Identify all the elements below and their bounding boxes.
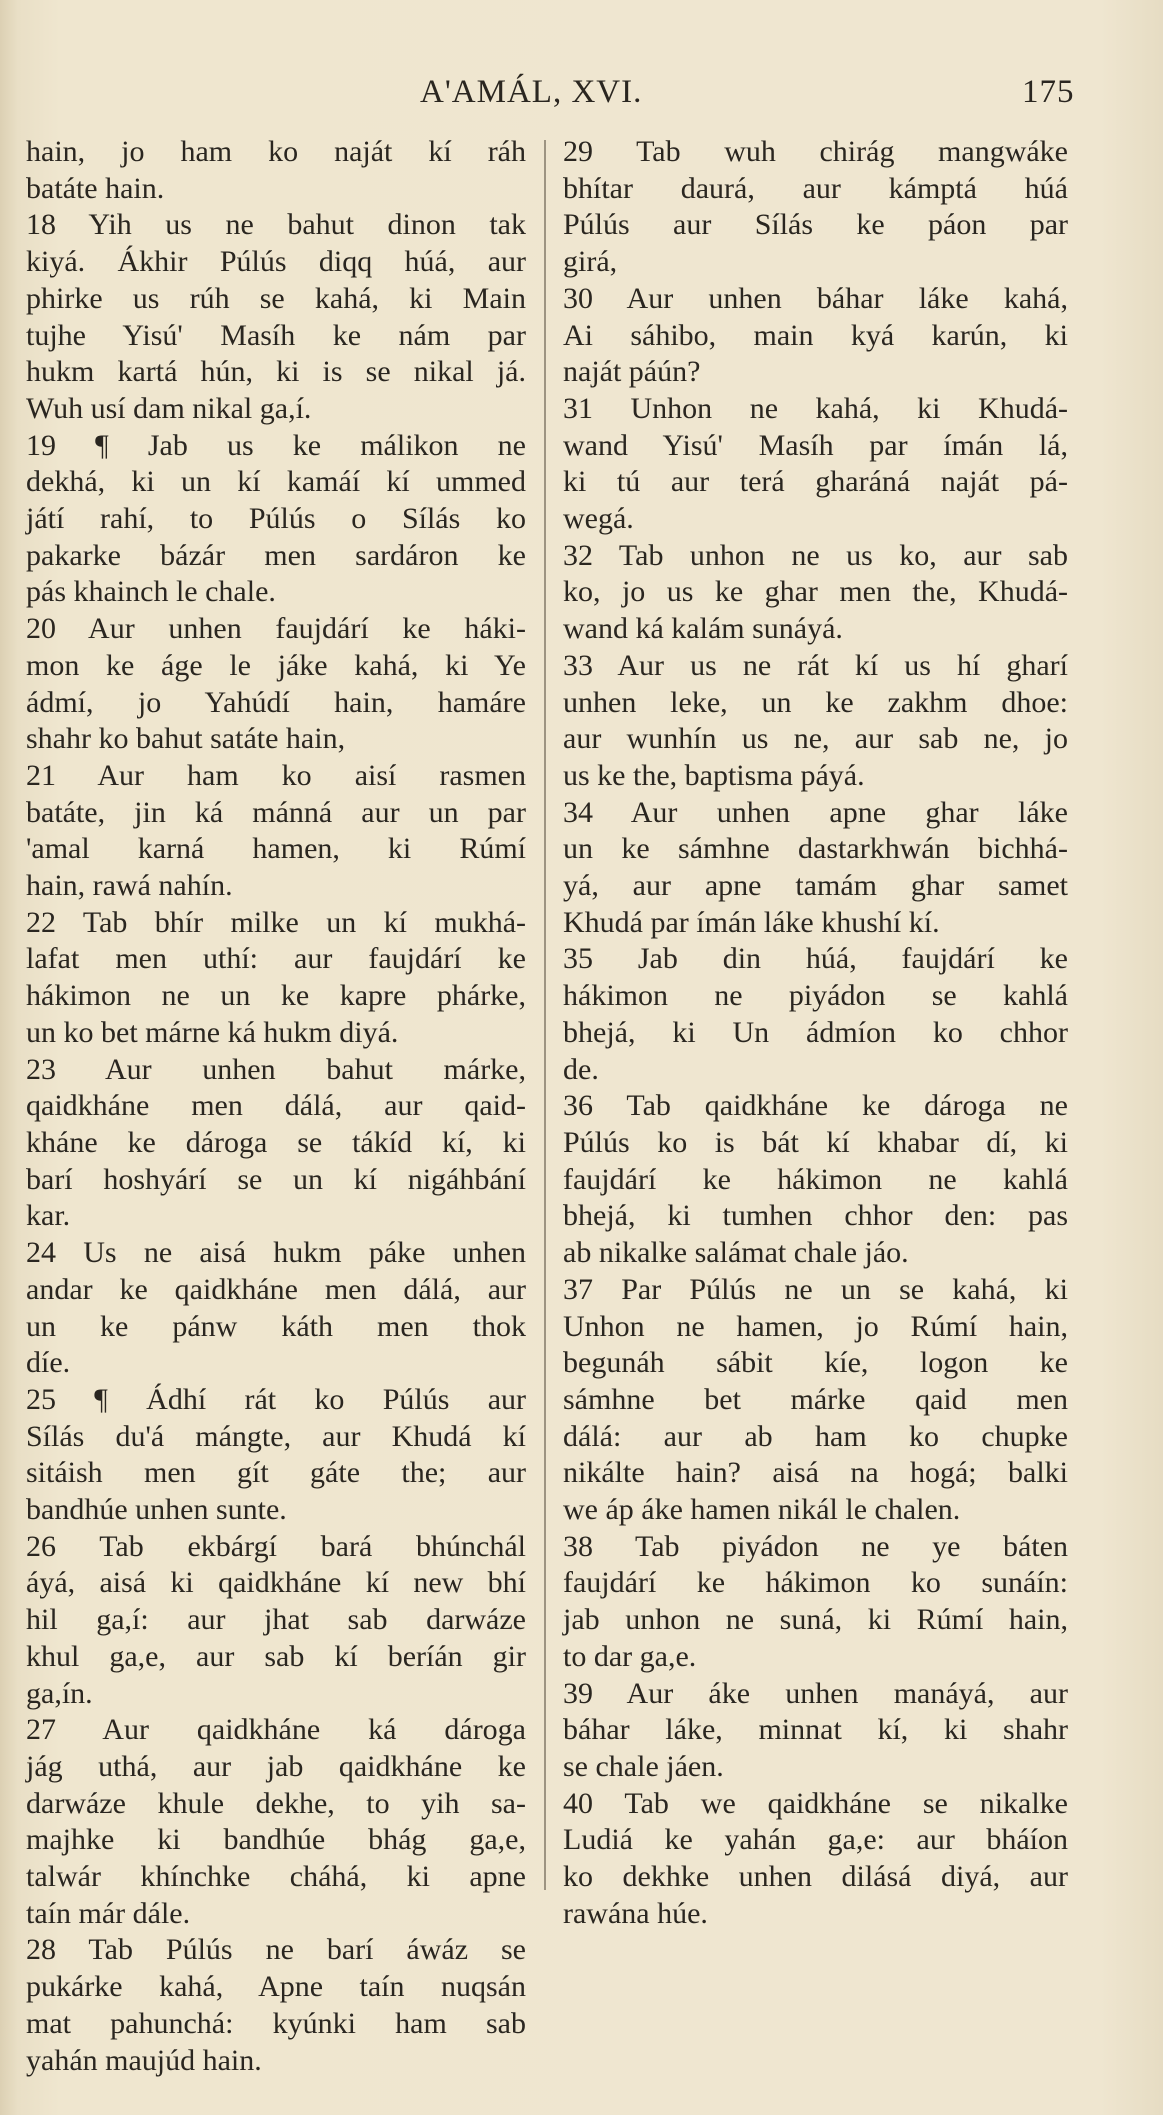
text-line: ki tú aur terá gharáná naját pá- xyxy=(563,465,1068,499)
text-line: talwár khínchke cháhá, ki apne xyxy=(26,1860,526,1894)
text-line: 36 Tab qaidkháne ke dároga ne xyxy=(563,1089,1068,1123)
text-line: lafat men uthí: aur faujdárí ke xyxy=(26,942,526,976)
text-line: begunáh sábit kíe, logon ke xyxy=(563,1346,1068,1380)
text-line: Ai sáhibo, main kyá karún, ki xyxy=(563,318,1068,352)
text-line: játí rahí, to Púlús o Sílás ko xyxy=(26,502,526,536)
text-line: majhke ki bandhúe bhág ga,e, xyxy=(26,1823,526,1857)
page-number: 175 xyxy=(1022,74,1075,110)
text-line: jág uthá, aur jab qaidkháne ke xyxy=(26,1749,526,1783)
text-line: ádmí, jo Yahúdí hain, hamáre xyxy=(26,685,526,719)
text-line: 24 Us ne aisá hukm páke unhen xyxy=(26,1236,526,1270)
text-line: kháne ke dároga se tákíd kí, ki xyxy=(26,1125,526,1159)
text-line: Púlús aur Sílás ke páon par xyxy=(563,208,1068,242)
text-line: 19 ¶ Jab us ke málikon ne xyxy=(26,428,526,462)
text-line: Ludiá ke yahán ga,e: aur bháíon xyxy=(563,1823,1068,1857)
text-line: us ke the, baptisma páyá. xyxy=(563,758,865,792)
text-line: hákimon ne un ke kapre phárke, xyxy=(26,979,526,1013)
text-line: hain, rawá nahín. xyxy=(26,869,233,903)
text-line: hil ga,í: aur jhat sab darwáze xyxy=(26,1603,526,1637)
right-text-column xyxy=(563,134,1068,1932)
text-line: tujhe Yisú' Masíh ke nám par xyxy=(26,318,526,352)
text-line: 23 Aur unhen bahut márke, xyxy=(26,1052,526,1086)
text-line: unhen leke, un ke zakhm dhoe: xyxy=(563,685,1068,719)
text-line: 33 Aur us ne rát kí us hí gharí xyxy=(563,648,1068,682)
text-line: khul ga,e, aur sab kí beríán gir xyxy=(26,1639,526,1673)
text-line: darwáze khule dekhe, to yih sa- xyxy=(26,1786,526,1820)
text-line: wand ká kalám sunáyá. xyxy=(563,612,843,646)
text-line: andar ke qaidkháne men dálá, aur xyxy=(26,1272,526,1306)
text-line: ab nikalke salámat chale jáo. xyxy=(563,1236,909,1270)
text-line: shahr ko bahut satáte hain, xyxy=(26,722,346,756)
text-line: hákimon ne piyádon se kahlá xyxy=(563,979,1068,1013)
text-line: yahán maujúd hain. xyxy=(26,2043,262,2077)
text-line: hukm kartá hún, ki is se nikal já. xyxy=(26,355,526,389)
text-line: ko, jo us ke ghar men the, Khudá- xyxy=(563,575,1068,609)
text-line: aur wunhín us ne, aur sab ne, jo xyxy=(563,722,1068,756)
text-line: mon ke áge le jáke kahá, ki Ye xyxy=(26,648,526,682)
text-line: díe. xyxy=(26,1346,71,1380)
text-line: yá, aur apne tamám ghar samet xyxy=(563,869,1068,903)
text-line: báhar láke, minnat kí, ki shahr xyxy=(563,1713,1068,1747)
text-line: girá, xyxy=(563,245,618,279)
text-line: de. xyxy=(563,1052,599,1086)
text-line: Sílás du'á mángte, aur Khudá kí xyxy=(26,1419,526,1453)
text-line: sámhne bet márke qaid men xyxy=(563,1382,1068,1416)
text-line: Unhon ne hamen, jo Rúmí hain, xyxy=(563,1309,1068,1343)
running-title: A'AMÁL, XVI. xyxy=(420,74,643,110)
text-line: ga,ín. xyxy=(26,1676,93,1710)
text-line: 18 Yih us ne bahut dinon tak xyxy=(26,208,526,242)
text-line: 37 Par Púlús ne un se kahá, ki xyxy=(563,1272,1068,1306)
text-line: bandhúe unhen sunte. xyxy=(26,1493,287,1527)
text-line: 39 Aur áke unhen manáyá, aur xyxy=(563,1676,1068,1710)
text-line: sitáish men gít gáte the; aur xyxy=(26,1456,526,1490)
text-line: se chale jáen. xyxy=(563,1749,724,1783)
text-line: 28 Tab Púlús ne barí áwáz se xyxy=(26,1933,526,1967)
text-line: 'amal karná hamen, ki Rúmí xyxy=(26,832,526,866)
page-header xyxy=(0,74,1163,124)
text-line: we áp áke hamen nikál le chalen. xyxy=(563,1493,961,1527)
text-line: pukárke kahá, Apne taín nuqsán xyxy=(26,1970,526,2004)
text-line: phirke us rúh se kahá, ki Main xyxy=(26,281,526,315)
text-line: to dar ga,e. xyxy=(563,1639,697,1673)
text-line: áyá, aisá ki qaidkháne kí new bhí xyxy=(26,1566,526,1600)
text-line: qaidkháne men dálá, aur qaid- xyxy=(26,1089,526,1123)
text-line: bhejá, ki tumhen chhor den: pas xyxy=(563,1199,1068,1233)
text-line: pakarke bázár men sardáron ke xyxy=(26,538,526,572)
text-line: taín már dále. xyxy=(26,1896,191,1930)
text-line: 25 ¶ Ádhí rát ko Púlús aur xyxy=(26,1382,526,1416)
text-line: un ke pánw káth men thok xyxy=(26,1309,526,1343)
text-line: jab unhon ne suná, ki Rúmí hain, xyxy=(563,1603,1068,1637)
text-line: rawána húe. xyxy=(563,1896,708,1930)
text-line: hain, jo ham ko naját kí ráh xyxy=(26,135,526,168)
left-text-column xyxy=(26,134,526,2079)
text-line: 38 Tab piyádon ne ye báten xyxy=(563,1529,1068,1563)
text-line: 29 Tab wuh chirág mangwáke xyxy=(563,135,1068,168)
text-line: batáte, jin ká mánná aur un par xyxy=(26,795,526,829)
text-line: faujdárí ke hákimon ko sunáín: xyxy=(563,1566,1068,1600)
text-line: faujdárí ke hákimon ne kahlá xyxy=(563,1162,1068,1196)
text-line: 35 Jab din húá, faujdárí ke xyxy=(563,942,1068,976)
text-line: pás khainch le chale. xyxy=(26,575,276,609)
text-line: 30 Aur unhen báhar láke kahá, xyxy=(563,281,1068,315)
text-line: bhejá, ki Un ádmíon ko chhor xyxy=(563,1015,1068,1049)
text-line: 27 Aur qaidkháne ká dároga xyxy=(26,1713,526,1747)
text-line: barí hoshyárí se un kí nigáhbání xyxy=(26,1162,526,1196)
text-line: Khudá par ímán láke khushí kí. xyxy=(563,905,940,939)
text-line: ko dekhke unhen dilásá diyá, aur xyxy=(563,1860,1068,1894)
text-line: dekhá, ki un kí kamáí kí ummed xyxy=(26,465,526,499)
text-line: naját páún? xyxy=(563,355,701,389)
text-line: dálá: aur ab ham ko chupke xyxy=(563,1419,1068,1453)
text-line: 40 Tab we qaidkháne se nikalke xyxy=(563,1786,1068,1820)
text-line: 20 Aur unhen faujdárí ke háki- xyxy=(26,612,526,646)
column-divider xyxy=(544,140,546,1890)
text-line: nikálte hain? aisá na hogá; balki xyxy=(563,1456,1068,1490)
text-line: wand Yisú' Masíh par ímán lá, xyxy=(563,428,1068,462)
text-line: Púlús ko is bát kí khabar dí, ki xyxy=(563,1125,1068,1159)
text-line: Wuh usí dam nikal ga,í. xyxy=(26,391,312,425)
text-line: wegá. xyxy=(563,502,634,536)
text-line: 34 Aur unhen apne ghar láke xyxy=(563,795,1068,829)
text-line: 22 Tab bhír milke un kí mukhá- xyxy=(26,905,526,939)
text-line: un ko bet márne ká hukm diyá. xyxy=(26,1015,399,1049)
text-line: bhítar daurá, aur kámptá húá xyxy=(563,171,1068,205)
text-line: kar. xyxy=(26,1199,71,1233)
text-line: batáte hain. xyxy=(26,171,165,205)
text-line: 26 Tab ekbárgí bará bhúnchál xyxy=(26,1529,526,1563)
text-line: kiyá. Ákhir Púlús diqq húá, aur xyxy=(26,245,526,279)
text-line: 21 Aur ham ko aisí rasmen xyxy=(26,758,526,792)
text-line: 31 Unhon ne kahá, ki Khudá- xyxy=(563,391,1068,425)
text-line: un ke sámhne dastarkhwán bichhá- xyxy=(563,832,1068,866)
text-line: 32 Tab unhon ne us ko, aur sab xyxy=(563,538,1068,572)
text-line: mat pahunchá: kyúnki ham sab xyxy=(26,2006,526,2040)
